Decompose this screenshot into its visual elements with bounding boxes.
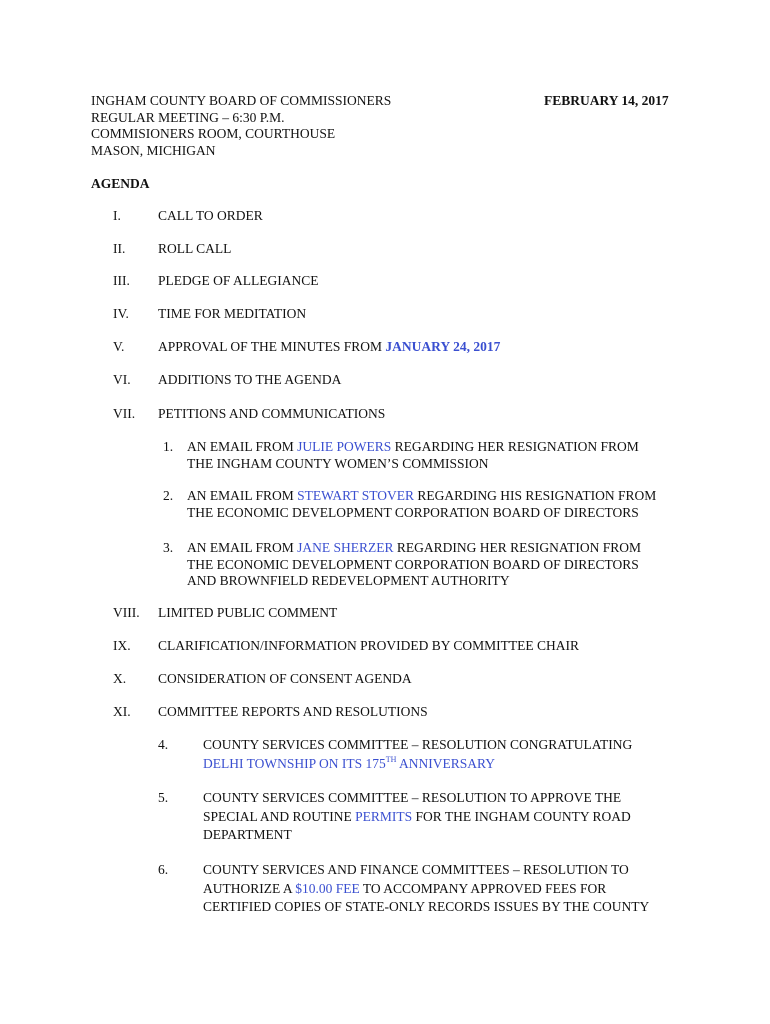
section-number: I. xyxy=(113,208,121,223)
petition-line: AND BROWNFIELD REDEVELOPMENT AUTHORITY xyxy=(187,573,510,588)
petition-sender-link[interactable]: JANE SHERZER xyxy=(297,540,394,555)
section-number: VII. xyxy=(113,406,136,421)
resolution-link-text: DELHI TOWNSHIP ON ITS 175 xyxy=(203,756,386,771)
resolution-number: 4. xyxy=(158,737,169,752)
petition-line: THE INGHAM COUNTY WOMEN’S COMMISSION xyxy=(187,456,489,471)
meeting-type: REGULAR MEETING – 6:30 P.M. xyxy=(91,110,285,125)
petition-line xyxy=(187,540,641,557)
petition-sender-link[interactable]: JULIE POWERS xyxy=(297,439,392,454)
meeting-room: COMMISIONERS ROOM, COURTHOUSE xyxy=(91,126,336,141)
section-title xyxy=(158,339,500,356)
section-number: IV. xyxy=(113,306,129,321)
petition-sender-link[interactable]: STEWART STOVER xyxy=(297,488,414,503)
section-title: CLARIFICATION/INFORMATION PROVIDED BY COMMITTEE CHAIR xyxy=(158,638,580,653)
section-title-text: APPROVAL OF THE MINUTES FROM xyxy=(158,339,386,354)
resolution-text: SPECIAL AND ROUTINE xyxy=(203,809,356,824)
resolution-line: COUNTY SERVICES COMMITTEE – RESOLUTION CONGRATULATING xyxy=(203,737,633,752)
section-number: VIII. xyxy=(113,605,140,620)
resolution-number: 6. xyxy=(158,862,169,877)
resolution-number: 5. xyxy=(158,790,169,805)
resolution-line: CERTIFIED COPIES OF STATE-ONLY RECORDS ISSUES BY THE COUNTY xyxy=(203,899,650,914)
resolution-link[interactable] xyxy=(203,756,495,771)
petition-line xyxy=(187,488,656,505)
section-title: CONSIDERATION OF CONSENT AGENDA xyxy=(158,671,412,686)
resolution-line xyxy=(203,756,495,773)
petition-number: 2. xyxy=(163,488,174,503)
resolution-text: AUTHORIZE A xyxy=(203,881,296,896)
petition-text: REGARDING HER RESIGNATION FROM xyxy=(391,439,639,454)
resolution-line: COUNTY SERVICES AND FINANCE COMMITTEES – RESOLUTION TO xyxy=(203,862,629,877)
resolution-text: FOR THE INGHAM COUNTY ROAD xyxy=(412,809,631,824)
resolution-text: TO ACCOMPANY APPROVED FEES FOR xyxy=(359,881,607,896)
petition-number: 3. xyxy=(163,540,174,555)
section-number: II. xyxy=(113,241,126,256)
section-number: VI. xyxy=(113,372,131,387)
org-name: INGHAM COUNTY BOARD OF COMMISSIONERS xyxy=(91,93,392,108)
resolution-line: COUNTY SERVICES COMMITTEE – RESOLUTION TO APPROVE THE xyxy=(203,790,622,805)
meeting-city: MASON, MICHIGAN xyxy=(91,143,216,158)
petition-text: AN EMAIL FROM xyxy=(187,439,298,454)
section-title: COMMITTEE REPORTS AND RESOLUTIONS xyxy=(158,704,428,719)
petition-text: AN EMAIL FROM xyxy=(187,488,298,503)
fee-link[interactable]: $10.00 FEE xyxy=(295,881,360,896)
section-title: CALL TO ORDER xyxy=(158,208,263,223)
minutes-link[interactable]: JANUARY 24, 2017 xyxy=(385,339,501,354)
petition-text: REGARDING HIS RESIGNATION FROM xyxy=(413,488,657,503)
resolution-line xyxy=(203,881,606,898)
section-number: III. xyxy=(113,273,130,288)
permits-link[interactable]: PERMITS xyxy=(355,809,413,824)
petition-text: REGARDING HER RESIGNATION FROM xyxy=(393,540,642,555)
meeting-date: FEBRUARY 14, 2017 xyxy=(544,93,669,108)
petition-text: AN EMAIL FROM xyxy=(187,540,298,555)
section-title: LIMITED PUBLIC COMMENT xyxy=(158,605,338,620)
ordinal-suffix: TH xyxy=(385,755,397,764)
section-title: TIME FOR MEDITATION xyxy=(158,306,307,321)
section-number: XI. xyxy=(113,704,131,719)
resolution-line xyxy=(203,809,631,826)
section-number: V. xyxy=(113,339,125,354)
section-number: X. xyxy=(113,671,127,686)
agenda-title: AGENDA xyxy=(91,176,150,191)
section-number: IX. xyxy=(113,638,131,653)
resolution-line: DEPARTMENT xyxy=(203,827,292,842)
petition-line: THE ECONOMIC DEVELOPMENT CORPORATION BOARD OF DIRECTORS xyxy=(187,557,639,572)
petition-line: THE ECONOMIC DEVELOPMENT CORPORATION BOARD OF DIRECTORS xyxy=(187,505,639,520)
section-title: PLEDGE OF ALLEGIANCE xyxy=(158,273,319,288)
section-title: ROLL CALL xyxy=(158,241,232,256)
section-title: PETITIONS AND COMMUNICATIONS xyxy=(158,406,386,421)
petition-number: 1. xyxy=(163,439,174,454)
section-title: ADDITIONS TO THE AGENDA xyxy=(158,372,342,387)
resolution-link-text: ANNIVERSARY xyxy=(396,756,496,771)
petition-line xyxy=(187,439,639,456)
